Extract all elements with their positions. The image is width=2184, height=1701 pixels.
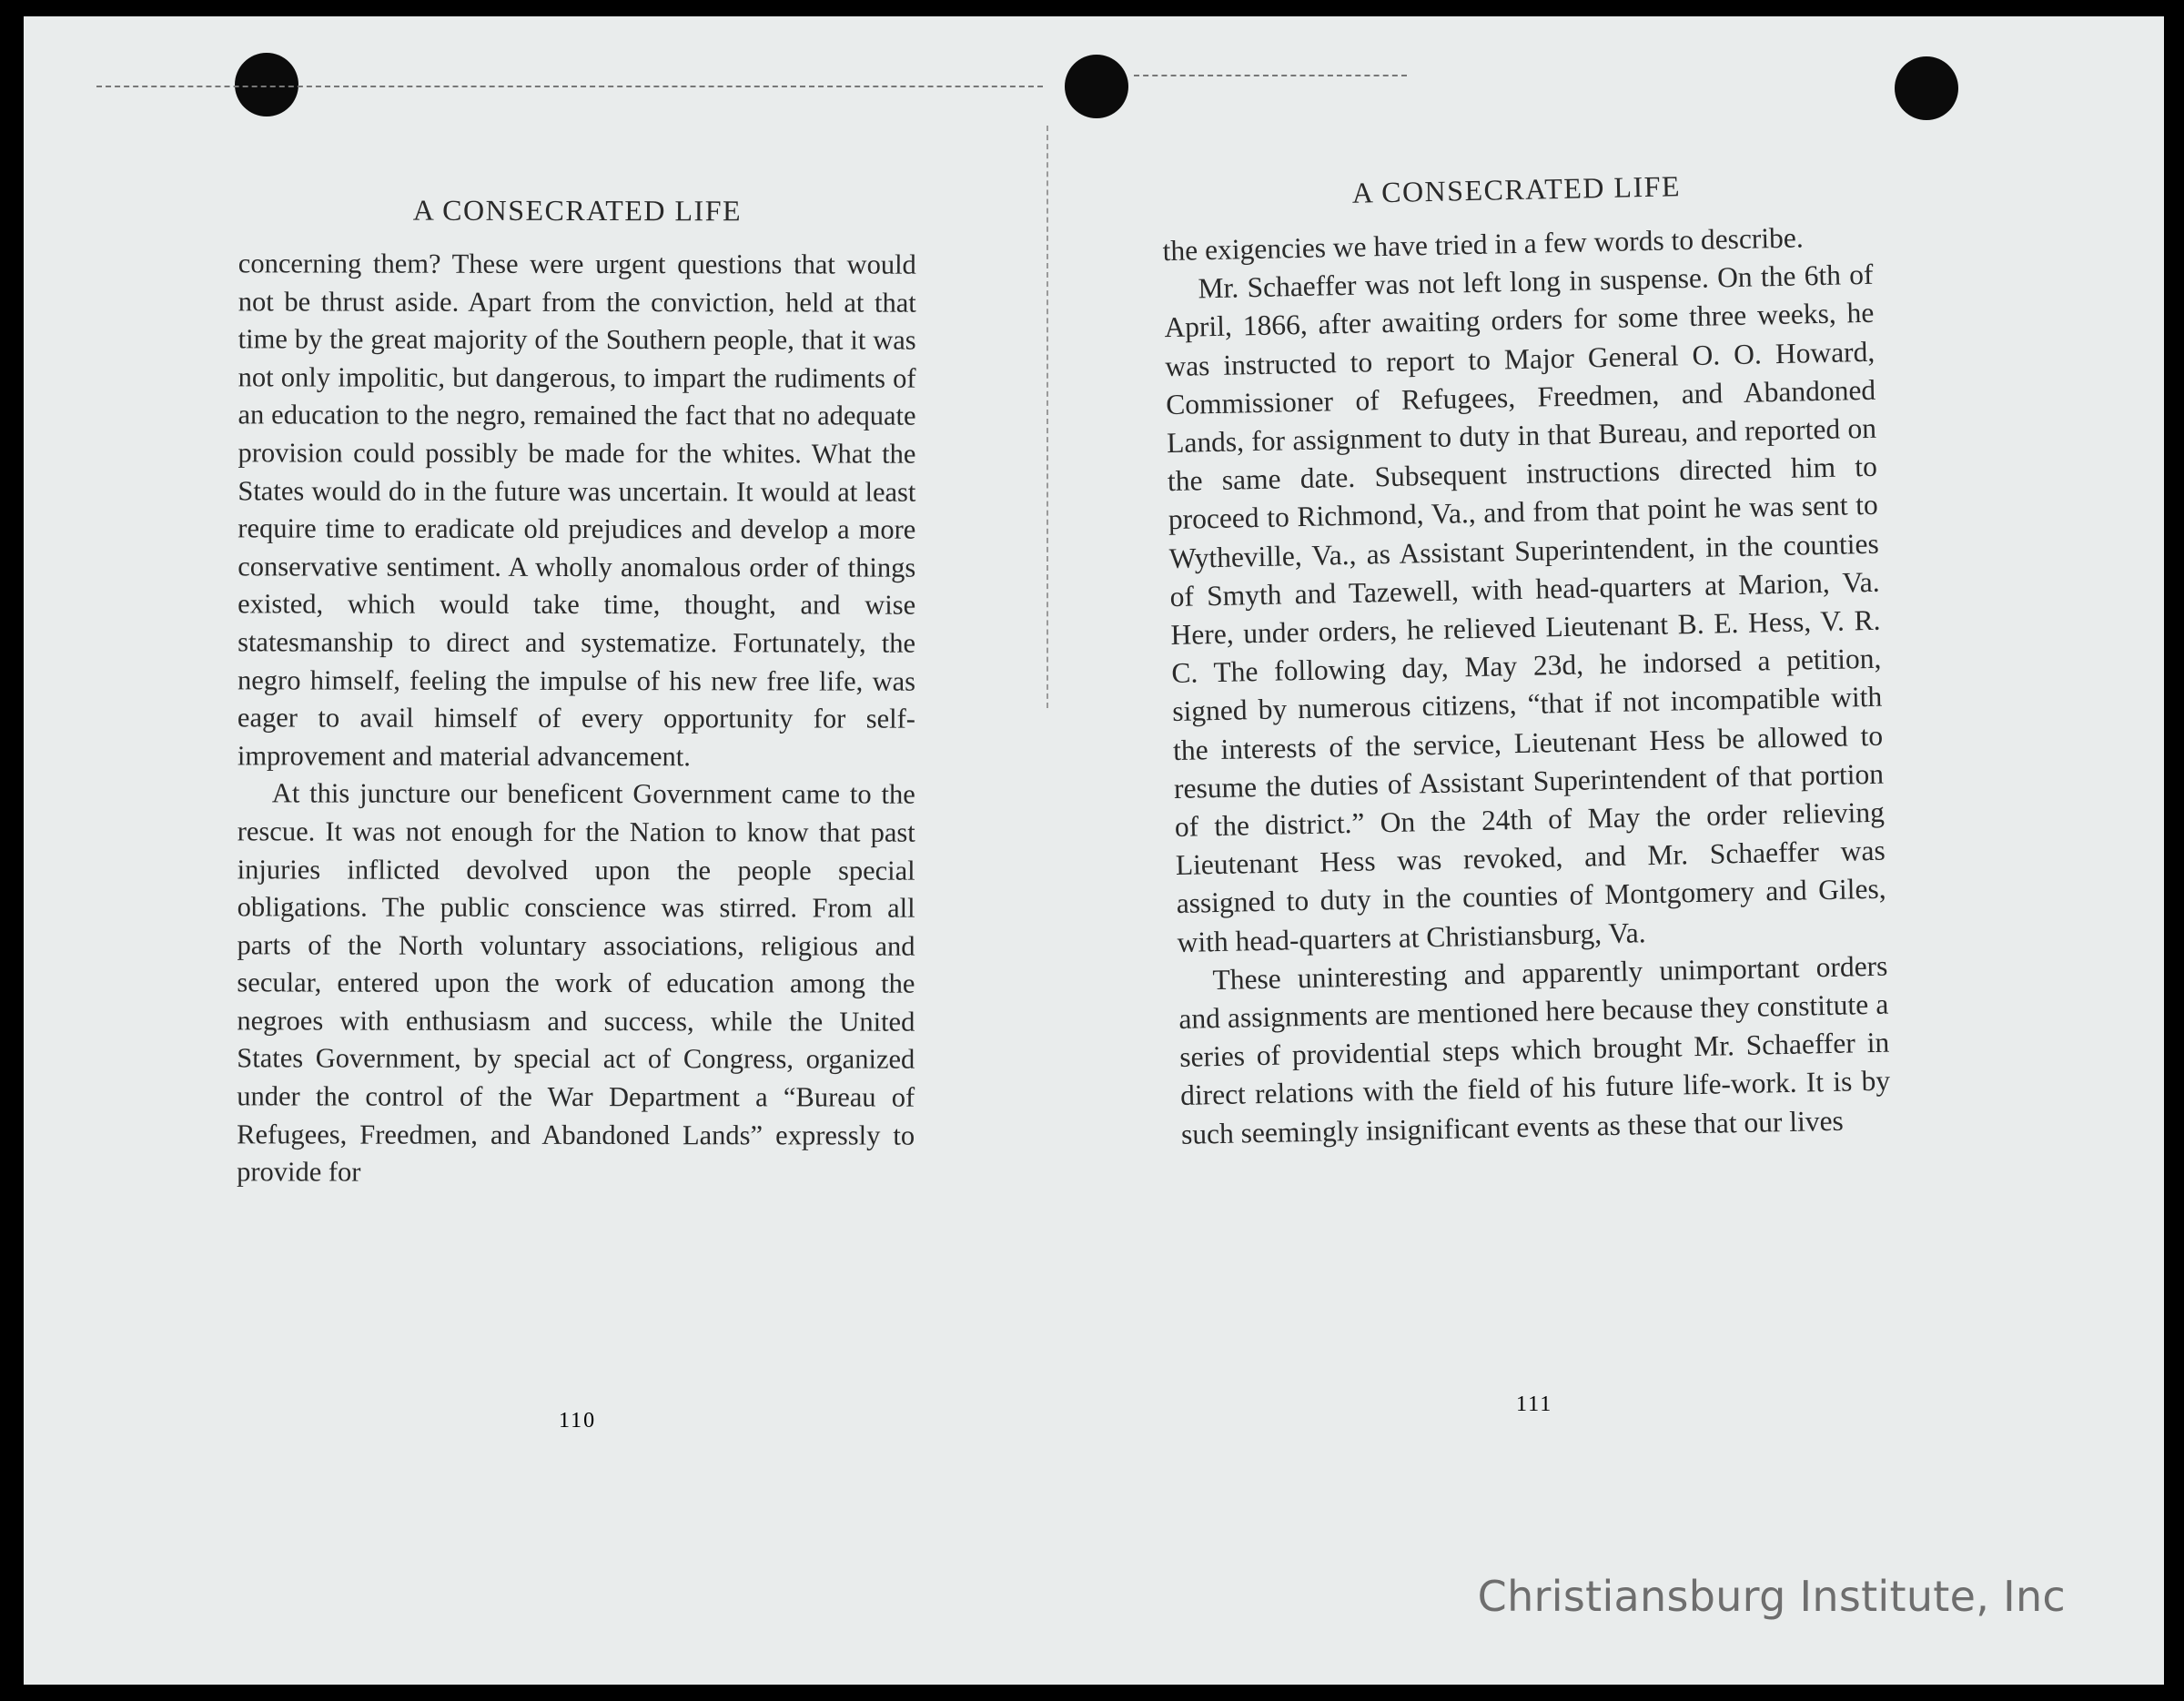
punch-hole (1065, 55, 1128, 118)
left-page (237, 193, 916, 1192)
edge-line (96, 86, 1043, 87)
page-body (237, 245, 916, 1192)
watermark: Christiansburg Institute, Inc (1477, 1572, 2066, 1621)
running-head: A CONSECRATED LIFE (412, 193, 743, 228)
page-body (1162, 218, 1891, 1154)
punch-hole (235, 53, 298, 116)
paragraph: These uninteresting and apparently unimportant orders and assignments are mentioned here because they constitute a series of providential steps which brought Mr. Schaeffer in direct relations with the field of his future life-work. It is by such seemingly insignificant events as these that our lives (1178, 949, 1891, 1150)
punch-hole (1895, 56, 1958, 120)
right-page (1161, 166, 1891, 1154)
paragraph: the exigencies we have tried in a few words to describe. (1162, 221, 1805, 268)
paragraph: concerning them? These were urgent questions that would not be thrust aside. Apart from the conviction, held at that time by the great majority of the Southern people, that it was not only impolitic, but dangerous, to impart the rudiments of an education to the negro, remained the fact that no adequate provision could possibly be made for the whites. What the States would do in the future was uncertain. It would at least require time to eradicate old prejudices and develop a more conservative sentiment. A wholly anomalous order of things existed, which would take time, thought, and wise statesmanship to direct and systematize. Fortunately, the negro himself, feeling the impulse of his new free life, was eager to avail himself of every opportunity for self-improvement and material advancement. (237, 248, 916, 772)
edge-line (1134, 75, 1407, 76)
paragraph: At this juncture our beneficent Government came to the rescue. It was not enough for the Nation to know that past injuries inflicted devolved upon the people special obligations. The public conscience was stirred. From all parts of the North voluntary associations, religious and secular, entered upon the work of education among the negroes with enthusiasm and success, while the United States Government, by special act of Congress, organized under the control of the War Department a “Bureau of Refugees, Freedmen, and Abandoned Lands” expressly to provide for (237, 777, 915, 1188)
scanned-sheet (24, 16, 2164, 1685)
page-number: 110 (559, 1409, 597, 1433)
page-gutter (1046, 126, 1048, 708)
running-head: A CONSECRATED LIFE (1351, 169, 1682, 209)
page-number: 111 (1516, 1392, 1553, 1416)
paragraph: Mr. Schaeffer was not left long in suspense. On the 6th of April, 1866, after awaiting orders for some three weeks, he was instructed to report to Major General O. O. Howard, Commissioner of Refugees, Freedmen, and Abandoned Lands, for assignment to duty in that Bureau, and reported on the same date. Subsequent instructions directed him to proceed to Richmond, Va., and from that point he was sent to Wytheville, Va., as Assistant Superintendent, in the counties of Smyth and Tazewell, with head-quarters at Marion, Va. Here, under orders, he relieved Lieutenant B. E. Hess, V. R. C. The following day, May 23d, he indorsed a petition, signed by numerous citizens, “that if not incompatible with the interests of the service, Lieutenant Hess be allowed to resume the duties of Assistant Superintendent of that portion of the district.” On the 24th of May the order relieving Lieutenant Hess was revoked, and Mr. Schaeffer was assigned to duty in the counties of Montgomery and Giles, with head-quarters at Christiansburg, Va. (1164, 258, 1886, 958)
